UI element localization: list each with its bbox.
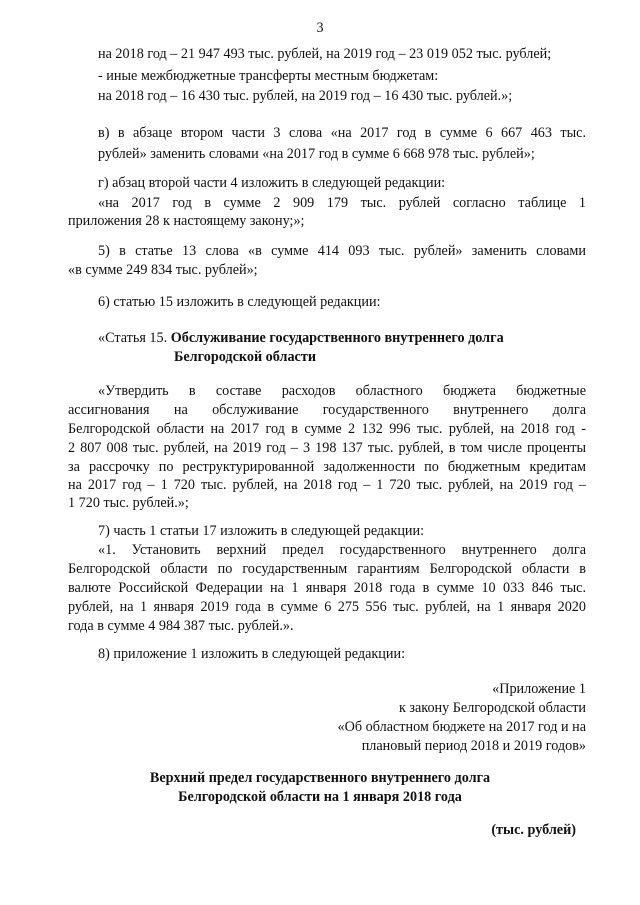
text-line: «на 2017 год в сумме 2 909 179 тыс. рублей согласно таблице 1 <box>98 195 586 211</box>
text-line: «Утвердить в составе расходов областного бюджета бюджетные <box>98 383 586 399</box>
text-line: рублей, на 1 января 2019 года в сумме 6 275 556 тыс. рублей, на 1 января 2020 <box>68 599 586 615</box>
text-line: валюте Российской Федерации на 1 января 2018 года в сумме 10 033 846 тыс. <box>68 580 586 596</box>
text-line: в) в абзаце втором части 3 слова «на 2017 год в сумме 6 667 463 тыс. <box>98 125 586 141</box>
appendix-heading: к закону Белгородской области <box>398 700 586 716</box>
text-line: 5) в статье 13 слова «в сумме 414 093 тыс. рублей» заменить словами <box>98 243 586 259</box>
text-line: на 2017 год – 1 720 тыс. рублей, на 2018 год – 1 720 тыс. рублей, на 2019 год – <box>68 477 586 493</box>
text-line: Белгородской области на 2017 год в сумме 2 132 996 тыс. рублей, на 2018 год - <box>68 421 586 437</box>
text-line: - иные межбюджетные трансферты местным бюджетам: <box>98 68 439 84</box>
text-line: 2 807 008 тыс. рублей, на 2019 год – 3 198 137 тыс. рублей, в том числе проценты <box>68 440 586 456</box>
table-title: Верхний предел государственного внутреннего долга <box>149 770 491 786</box>
text-line: 6) статью 15 изложить в следующей редакции: <box>98 294 381 310</box>
page-number: 3 <box>316 20 324 36</box>
table-title: Белгородской области на 1 января 2018 года <box>178 789 462 805</box>
text-line: на 2018 год – 21 947 493 тыс. рублей, на 2019 год – 23 019 052 тыс. рублей; <box>98 46 552 62</box>
appendix-heading: «Об областном бюджете на 2017 год и на <box>337 719 586 735</box>
text-line: г) абзац второй части 4 изложить в следующей редакции: <box>98 175 446 191</box>
article-title: Обслуживание государственного внутреннего долга <box>170 330 504 346</box>
text-line: «в сумме 249 834 тыс. рублей»; <box>68 262 258 278</box>
text-line: 8) приложение 1 изложить в следующей редакции: <box>98 646 406 662</box>
text-line: «1. Установить верхний предел государственного внутреннего долга <box>98 542 586 558</box>
units-label: (тыс. рублей) <box>491 822 576 838</box>
article-title-cont: Белгородской области <box>174 349 316 365</box>
text-line: приложения 28 к настоящему закону;»; <box>68 213 305 229</box>
text-line: на 2018 год – 16 430 тыс. рублей, на 2019 год – 16 430 тыс. рублей.»; <box>98 88 513 104</box>
text-line: за рассрочку по реструктурированной задолженности по бюджетным кредитам <box>68 459 586 475</box>
text-line: 1 720 тыс. рублей.»; <box>68 495 189 511</box>
appendix-heading: плановый период 2018 и 2019 годов» <box>361 738 586 754</box>
text-line: года в сумме 4 984 387 тыс. рублей.». <box>68 618 294 634</box>
appendix-heading: «Приложение 1 <box>492 681 586 697</box>
article-heading <box>98 330 504 347</box>
text-line: 7) часть 1 статьи 17 изложить в следующей редакции: <box>98 523 425 539</box>
text-line: рублей» заменить словами «на 2017 год в сумме 6 668 978 тыс. рублей»; <box>98 146 535 162</box>
text-line: ассигнования на обслуживание государственного внутреннего долга <box>68 402 586 418</box>
article-label: «Статья 15. <box>98 330 171 346</box>
text-line: Белгородской области по государственным гарантиям Белгородской области в <box>68 561 586 577</box>
